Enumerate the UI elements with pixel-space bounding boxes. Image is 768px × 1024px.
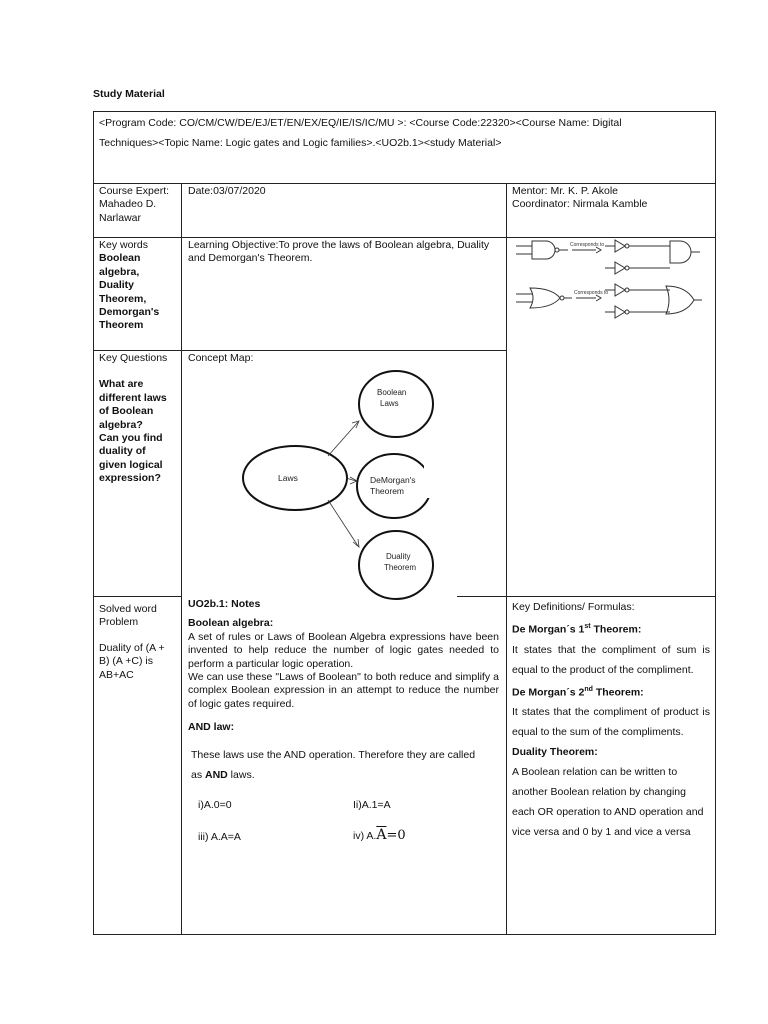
keywords-cell [99, 239, 179, 333]
solved-problem-label-1: Solved word [99, 603, 157, 615]
program-header-line-1: <Program Code: CO/CM/CW/DE/EJ/ET/EN/EX/EQ/IE/IS/IC/MU >: <Course Code:22320><Course Name: Digital [99, 117, 622, 129]
concept-node3-label-a: Duality [386, 552, 411, 561]
demorgan-2-heading-suffix: Theorem: [592, 686, 644, 698]
key-question-line: of Boolean [99, 405, 154, 418]
duality-line: vice versa and 0 by 1 and vice a versa [512, 826, 691, 838]
law-4-suffix: =0 [386, 828, 406, 843]
and-law-bold: AND [205, 768, 228, 781]
gate-figure-label-top: Corresponds to [570, 242, 605, 248]
key-definitions-cell [512, 597, 710, 842]
date-cell [188, 185, 266, 198]
boolean-algebra-heading: Boolean algebra: [188, 617, 274, 630]
concept-node3-label-b: Theorem [384, 563, 417, 572]
demorgan-2-text: It states that the compliment of product is equal to the sum of the compliments. [512, 706, 710, 738]
key-question-line: Can you find [99, 432, 163, 445]
document-title: Study Material [93, 88, 165, 100]
duality-line: another Boolean relation by changing [512, 786, 686, 798]
concept-map-label-cell [188, 352, 253, 365]
keyword: Boolean [99, 252, 141, 265]
duality-line: A Boolean relation can be written to [512, 766, 678, 778]
concept-center-label: Laws [278, 473, 298, 483]
learning-objective-cell [188, 239, 503, 266]
duality-heading: Duality Theorem: [512, 746, 598, 758]
law-4 [353, 827, 406, 844]
course-expert-name-1: Mahadeo D. [99, 198, 157, 211]
concept-map-diagram [236, 370, 442, 602]
concept-map-label: Concept Map: [188, 352, 254, 364]
course-expert-name-2: Narlawar [99, 211, 142, 224]
key-question-line: What are [99, 378, 144, 391]
demorgan-2-heading-text: De Morgan´s 2 [512, 686, 585, 698]
mentor-text: Mentor: Mr. K. P. Akole [512, 185, 619, 197]
key-questions-cell [99, 352, 179, 486]
course-expert-cell [99, 185, 179, 225]
concept-node1-label-a: Boolean [377, 388, 407, 397]
logic-gates-figure [510, 236, 710, 330]
learning-objective-line-1: Learning Objective:To prove the laws of Boolean algebra, Duality [188, 239, 490, 251]
solved-problem-line-1: Duality of (A + [99, 641, 165, 654]
keyword: Duality [99, 279, 135, 292]
keyword: Theorem, [99, 292, 147, 305]
concept-node2-label-a: DeMorgan's [370, 475, 416, 485]
and-law-text-end: laws. [227, 768, 255, 781]
solved-problem-line-3: AB+AC [99, 668, 134, 681]
notes-title: UO2b.1: Notes [188, 598, 261, 610]
and-law-line-2 [191, 765, 499, 785]
learning-objective-line-2: and Demorgan's Theorem. [188, 252, 313, 265]
solved-problem-label-2: Problem [99, 616, 139, 629]
law-4-prefix: iv) A. [353, 830, 377, 842]
demorgan-1-text: It states that the compliment of sum is equal to the product of the compliment. [512, 643, 710, 676]
concept-node1-label-b: Laws [380, 399, 399, 408]
key-question-line: expression? [99, 472, 161, 485]
keyword: algebra, [99, 265, 140, 278]
law-2: Ii)A.1=A [353, 799, 391, 811]
demorgan-1-heading-text: De Morgan´s 1 [512, 623, 585, 636]
key-question-line: different laws [99, 391, 167, 404]
demorgan-2-heading [512, 680, 710, 703]
keyword: Theorem [99, 319, 144, 332]
coordinator-text: Coordinator: Nirmala Kamble [512, 198, 648, 211]
demorgan-1-heading [512, 617, 710, 640]
and-law-text: as [191, 768, 206, 781]
concept-node2-label-b: Theorem [370, 486, 405, 496]
and-law-line-1: These laws use the AND operation. Therefore they are called [191, 748, 476, 761]
demorgan-1-heading-suffix: Theorem: [590, 623, 642, 636]
notes-cell [188, 598, 499, 785]
mentor-cell [512, 185, 647, 212]
program-header-line-2: Techniques><Topic Name: Logic gates and Logic families>.<UO2b.1><study Material> [99, 137, 502, 149]
course-expert-label: Course Expert: [99, 185, 170, 197]
key-question-line: algebra? [99, 418, 143, 431]
law-3: iii) A.A=A [198, 831, 241, 843]
solved-problem-cell [99, 603, 179, 682]
demorgan-2-sup: nd [584, 685, 593, 693]
and-law-paragraph [188, 745, 499, 785]
solved-problem-line-2: B) (A +C) is [99, 655, 153, 668]
law-1: i)A.0=0 [198, 799, 232, 811]
key-questions-label: Key Questions [99, 352, 168, 364]
keywords-label: Key words [99, 239, 149, 251]
duality-line: each OR operation to AND operation and [512, 806, 704, 818]
program-header [99, 113, 709, 153]
and-law-heading: AND law: [188, 721, 235, 734]
demorgan-1-sup: st [584, 623, 591, 630]
law-4-complement: $\overline{A}$ [376, 827, 387, 843]
keyword: Demorgan's [99, 306, 160, 319]
date-text: Date:03/07/2020 [188, 185, 266, 197]
key-question-line: given logical [99, 458, 163, 471]
key-question-line: duality of [99, 445, 146, 458]
key-definitions-label: Key Definitions/ Formulas: [512, 601, 635, 613]
boolean-algebra-paragraph-1: A set of rules or Laws of Boolean Algebra expressions have been invented to help reduce the number of logic gates needed to perform a particular logic operation. [188, 630, 499, 670]
gate-figure-label-bottom: Corresponds to [574, 290, 609, 296]
boolean-algebra-paragraph-2: We can use these "Laws of Boolean" to both reduce and simplify a complex Boolean expression in an attempt to reduce the number of logic gates required. [188, 671, 499, 710]
